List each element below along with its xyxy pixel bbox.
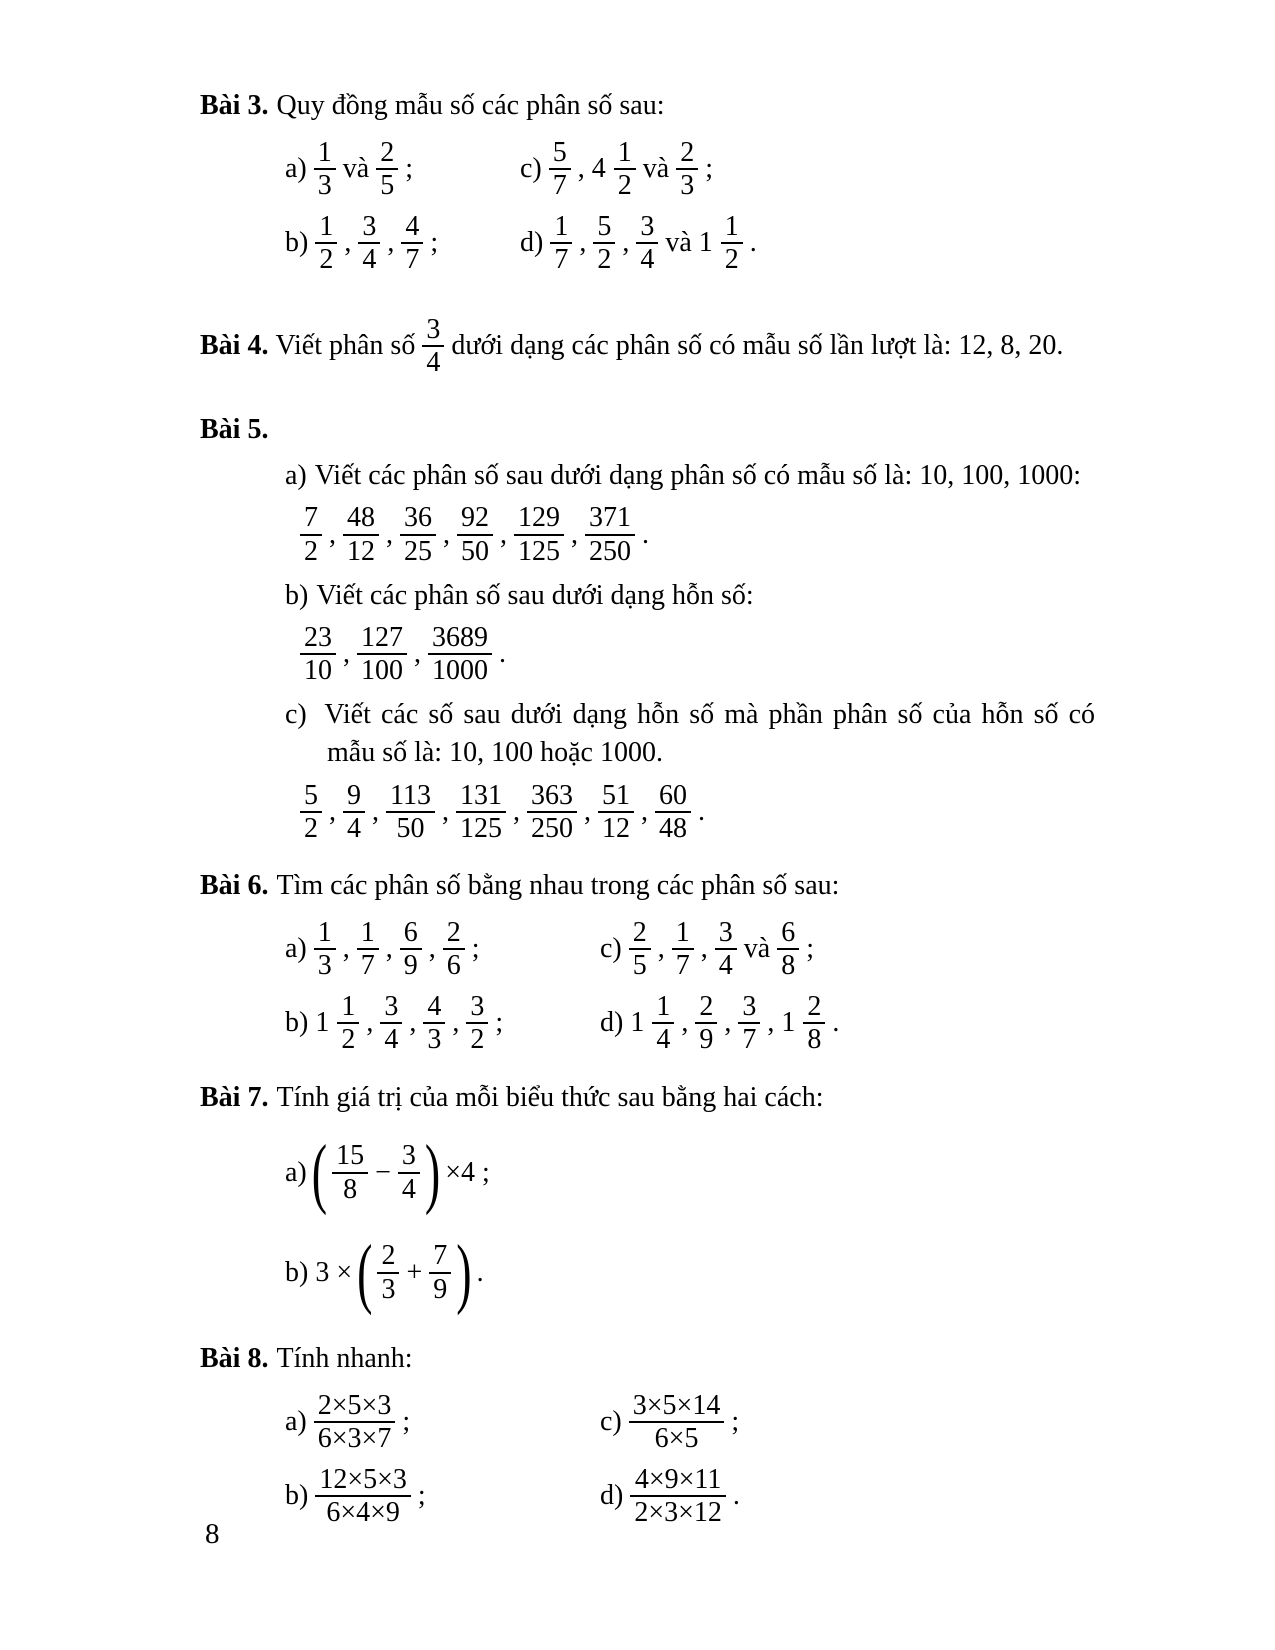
fraction — [315, 211, 337, 276]
fraction — [514, 502, 564, 567]
fraction-denominator: 25 — [400, 534, 436, 567]
fraction-numerator: 1 — [341, 991, 356, 1022]
fraction-numerator: 4 — [405, 211, 420, 243]
fraction — [738, 991, 760, 1056]
math-text: , — [385, 933, 393, 965]
fraction-denominator: 12 — [598, 811, 634, 844]
exercise-6-title: Bài 6. — [200, 869, 269, 901]
fraction-numerator: 2 — [680, 137, 695, 169]
exercise-6-part-a — [285, 917, 600, 982]
fraction-denominator: 4 — [422, 345, 444, 378]
fraction-numerator: 7 — [433, 1240, 448, 1272]
fraction-numerator: 3×5×14 — [632, 1389, 721, 1421]
fraction-numerator: 2 — [807, 991, 822, 1022]
part-label: d) — [600, 1480, 624, 1512]
fraction-denominator: 100 — [357, 653, 407, 686]
part-label: Bài 4. — [200, 330, 269, 362]
fraction-denominator: 250 — [527, 811, 577, 844]
fraction — [337, 991, 359, 1056]
part-label: b) — [285, 1480, 309, 1512]
fraction-numerator: 15 — [336, 1140, 365, 1172]
fraction-numerator: 48 — [347, 502, 375, 534]
big-parenthesis: ) — [456, 1228, 472, 1316]
fraction-numerator: 1 — [656, 991, 671, 1022]
exercise-8-part-c — [600, 1390, 739, 1455]
exercise-8-intro: Tính nhanh: — [276, 1342, 413, 1374]
exercise-5-part-b-text — [285, 577, 1220, 615]
math-text: , — [428, 933, 436, 965]
math-text: 3 × — [315, 1256, 353, 1288]
fraction — [456, 780, 506, 845]
fraction — [429, 1240, 451, 1305]
fraction-numerator: 60 — [658, 779, 687, 811]
fraction-numerator: 6 — [781, 917, 796, 948]
fraction — [400, 917, 422, 982]
fraction-denominator: 4 — [398, 1172, 420, 1205]
fraction-numerator: 3 — [426, 314, 441, 346]
math-text: ; — [806, 933, 814, 965]
exercise-3-part-c — [520, 137, 713, 202]
fraction — [652, 991, 674, 1056]
exercise-3-row-1 — [285, 132, 1220, 206]
fraction-denominator: 2×3×12 — [630, 1495, 726, 1528]
exercise-5-part-b-fractions — [300, 618, 1220, 690]
math-text: , — [342, 933, 350, 965]
fraction-denominator: 2 — [614, 168, 636, 201]
fraction-denominator: 2 — [466, 1022, 488, 1055]
exercise-6 — [200, 868, 1220, 1060]
fraction-denominator: 12 — [343, 534, 379, 567]
exercise-7 — [200, 1080, 1220, 1320]
fraction — [598, 780, 634, 845]
fraction — [549, 137, 571, 202]
fraction-denominator: 6×5 — [629, 1421, 725, 1454]
exercise-4-heading — [200, 300, 1220, 392]
exercise-8-part-a — [285, 1390, 600, 1455]
fraction-denominator: 125 — [514, 534, 564, 567]
fraction-denominator: 3 — [314, 948, 336, 981]
exercise-3-intro: Quy đồng mẫu số các phân số sau: — [276, 90, 665, 121]
exercise-3-part-d — [520, 211, 757, 276]
fraction-denominator: 3 — [377, 1272, 399, 1305]
math-text: , — [500, 518, 507, 550]
fraction-denominator: 48 — [655, 811, 691, 844]
exercise-6-part-d — [600, 991, 839, 1056]
fraction-denominator: 4 — [380, 1022, 402, 1055]
math-text: , — [583, 795, 591, 827]
exercise-7-title: Bài 7. — [200, 1082, 269, 1114]
math-text: , — [577, 153, 585, 185]
fraction-denominator: 8 — [332, 1172, 368, 1205]
fraction-numerator: 3689 — [432, 622, 488, 654]
math-text: + — [406, 1256, 423, 1288]
math-text: , — [452, 1007, 460, 1039]
fraction-numerator: 5 — [552, 137, 567, 169]
fraction-numerator: 131 — [459, 779, 502, 811]
fraction-denominator: 9 — [695, 1022, 717, 1055]
fraction — [357, 917, 379, 982]
fraction-denominator: 7 — [549, 168, 571, 201]
fraction — [527, 780, 577, 845]
fraction-numerator: 3 — [384, 991, 399, 1022]
exercise-5 — [200, 412, 1220, 848]
math-text: , — [700, 933, 708, 965]
fraction — [398, 1140, 420, 1205]
part-label: a) — [285, 153, 307, 185]
math-text: , — [344, 227, 352, 259]
exercise-7-part-b — [285, 1225, 1220, 1321]
fraction-numerator: 2 — [699, 991, 714, 1022]
exercise-5-part-c-fractions — [300, 776, 1220, 848]
math-text: . — [732, 1480, 740, 1512]
fraction-denominator: 8 — [803, 1022, 825, 1055]
fraction-numerator: 51 — [601, 779, 630, 811]
fraction-numerator: 5 — [597, 211, 612, 243]
fraction-numerator: 1 — [360, 917, 375, 948]
fraction-numerator: 1 — [675, 917, 690, 948]
exercise-7-intro: Tính giá trị của mỗi biểu thức sau bằng hai cách: — [276, 1082, 824, 1114]
math-text: , — [579, 227, 587, 259]
fraction — [428, 622, 492, 687]
fraction-numerator: 4 — [427, 991, 442, 1022]
math-text: , — [366, 1007, 374, 1039]
page-number: 8 — [205, 1518, 220, 1550]
fraction-numerator: 2 — [380, 137, 395, 169]
fraction — [655, 780, 691, 845]
fraction — [380, 991, 402, 1056]
part-label: b) — [285, 579, 309, 611]
fraction — [386, 780, 435, 845]
fraction-numerator: 371 — [589, 502, 631, 534]
mixed-number-whole: 1 — [698, 227, 713, 259]
fraction-denominator: 4 — [358, 242, 380, 275]
fraction-numerator: 1 — [317, 917, 332, 948]
math-text: , — [329, 795, 336, 827]
fraction — [357, 622, 407, 687]
fraction-denominator: 2 — [300, 811, 322, 844]
fraction-numerator: 23 — [304, 622, 332, 654]
math-text: , — [512, 795, 520, 827]
part-label: a) — [285, 459, 307, 491]
fraction-denominator: 2 — [337, 1022, 359, 1055]
fraction-numerator: 3 — [362, 211, 377, 243]
math-text: , — [622, 227, 630, 259]
fraction — [377, 1240, 399, 1305]
fraction-numerator: 129 — [518, 502, 560, 534]
fraction-numerator: 1 — [724, 211, 739, 243]
fraction-denominator: 6×4×9 — [315, 1495, 411, 1528]
exercise-3-row-2 — [285, 206, 1220, 280]
fraction-denominator: 10 — [300, 653, 336, 686]
exercise-6-row-2 — [285, 986, 1220, 1060]
exercise-8-heading — [200, 1341, 1220, 1377]
math-text: , — [657, 933, 665, 965]
math-text: , — [681, 1007, 689, 1039]
exercise-6-heading — [200, 868, 1220, 904]
fraction-numerator: 127 — [361, 622, 403, 654]
exercise-7-part-a — [285, 1125, 1220, 1221]
part-text: Viết các số sau dưới dạng hỗn số mà phần phân số của hỗn số có mẫu số là: 10, 100 hoặc 1000. — [324, 699, 1095, 769]
part-label: c) — [600, 933, 622, 965]
fraction-denominator: 4 — [636, 242, 658, 275]
exercise-5-heading — [200, 412, 1220, 448]
fraction-numerator: 2 — [381, 1240, 396, 1272]
math-text: và — [342, 153, 370, 185]
fraction-denominator: 3 — [314, 168, 336, 201]
math-text: . — [697, 795, 705, 827]
part-label: d) — [600, 1007, 624, 1039]
part-label: a) — [285, 933, 307, 965]
fraction-numerator: 3 — [640, 211, 655, 243]
fraction-denominator: 5 — [376, 168, 398, 201]
fraction — [343, 780, 365, 845]
fraction — [423, 991, 445, 1056]
math-text: , — [724, 1007, 732, 1039]
fraction-numerator: 1 — [317, 137, 332, 169]
part-label: c) — [285, 699, 307, 731]
part-label: b) — [285, 227, 309, 259]
math-text: , — [767, 1007, 775, 1039]
exercise-5-part-a-text — [285, 457, 1220, 495]
fraction — [300, 502, 322, 567]
part-label: b) — [285, 1256, 309, 1288]
part-label: c) — [520, 153, 542, 185]
mixed-number-whole: 1 — [781, 1007, 796, 1039]
fraction — [715, 917, 737, 982]
fraction-numerator: 1 — [554, 211, 569, 243]
fraction — [400, 502, 436, 567]
fraction-numerator: 2×5×3 — [317, 1389, 392, 1421]
fraction-denominator: 5 — [629, 948, 651, 981]
part-text: Viết các phân số sau dưới dạng hỗn số: — [316, 579, 754, 611]
fraction-denominator: 4 — [652, 1022, 674, 1055]
fraction-denominator: 50 — [457, 534, 493, 567]
exercise-8 — [200, 1341, 1220, 1533]
math-text: Viết phân số — [275, 330, 416, 362]
fraction-denominator: 6 — [443, 948, 465, 981]
math-text: ; — [405, 153, 413, 185]
fraction-denominator: 6×3×7 — [314, 1421, 396, 1454]
fraction — [593, 211, 615, 276]
fraction-numerator: 9 — [347, 779, 361, 811]
mixed-number-whole: 1 — [630, 1007, 645, 1039]
math-text: dưới dạng các phân số có mẫu số lần lượt là: 12, 8, 20. — [451, 330, 1064, 362]
fraction-numerator: 1 — [617, 137, 632, 169]
math-text: ; — [402, 1406, 411, 1438]
math-text: , — [372, 795, 379, 827]
part-label: a) — [285, 1156, 307, 1188]
fraction-numerator: 2 — [632, 917, 647, 948]
fraction-numerator: 36 — [404, 502, 432, 534]
math-text: ; — [471, 933, 480, 965]
fraction-denominator: 4 — [715, 948, 737, 981]
fraction — [550, 211, 572, 276]
fraction-denominator: 125 — [456, 811, 506, 844]
fraction-denominator: 3 — [676, 168, 698, 201]
part-label: a) — [285, 1406, 307, 1438]
fraction-denominator: 2 — [721, 242, 743, 275]
exercise-5-title: Bài 5. — [200, 414, 269, 446]
fraction — [401, 211, 423, 276]
fraction-denominator: 8 — [777, 948, 799, 981]
math-text: ; — [482, 1156, 490, 1188]
big-parenthesis: ( — [311, 1128, 328, 1216]
exercise-8-part-b — [285, 1464, 600, 1529]
math-text: . — [832, 1007, 840, 1039]
math-text: , — [441, 795, 449, 827]
fraction — [695, 991, 717, 1056]
mixed-number-whole: 1 — [315, 1007, 330, 1039]
fraction-denominator: 50 — [386, 811, 435, 844]
math-text: ; — [495, 1007, 504, 1039]
big-parenthesis: ( — [357, 1228, 373, 1316]
math-text: , — [329, 518, 336, 550]
math-text: và — [642, 153, 670, 185]
fraction — [314, 917, 336, 982]
fraction — [721, 211, 743, 276]
fraction — [300, 622, 336, 687]
exercise-3-heading — [200, 88, 1220, 124]
part-label: d) — [520, 227, 544, 259]
fraction — [629, 1390, 725, 1455]
fraction — [343, 502, 379, 567]
fraction — [676, 137, 698, 202]
exercise-6-part-c — [600, 917, 814, 982]
math-text: . — [642, 518, 649, 550]
exercise-8-row-2 — [285, 1459, 1220, 1533]
fraction-denominator: 9 — [429, 1272, 451, 1305]
math-text: ; — [417, 1480, 426, 1512]
fraction — [314, 137, 336, 202]
fraction-numerator: 3 — [742, 991, 757, 1022]
fraction — [636, 211, 658, 276]
exercise-4 — [200, 300, 1220, 392]
math-text: , — [443, 518, 450, 550]
fraction-denominator: 7 — [357, 948, 379, 981]
fraction-denominator: 7 — [672, 948, 694, 981]
exercise-6-intro: Tìm các phân số bằng nhau trong các phân số sau: — [276, 869, 840, 901]
fraction-denominator: 2 — [300, 534, 322, 567]
fraction-numerator: 4×9×11 — [634, 1463, 722, 1495]
math-text: ×4 — [445, 1156, 476, 1188]
fraction — [777, 917, 799, 982]
math-text: , — [640, 795, 648, 827]
fraction-numerator: 113 — [390, 779, 431, 811]
math-text: . — [499, 638, 506, 670]
exercise-8-title: Bài 8. — [200, 1342, 269, 1374]
fraction-numerator: 92 — [461, 502, 489, 534]
exercise-3-part-b — [285, 211, 520, 276]
math-text: , — [409, 1007, 417, 1039]
fraction-numerator: 5 — [304, 779, 318, 811]
exercise-8-part-d — [600, 1464, 740, 1529]
fraction-denominator: 2 — [315, 242, 337, 275]
fraction — [376, 137, 398, 202]
math-text: và — [743, 933, 771, 965]
fraction-numerator: 12×5×3 — [319, 1463, 407, 1495]
math-text: , — [386, 518, 393, 550]
math-text: , — [387, 227, 395, 259]
fraction — [803, 991, 825, 1056]
math-text: − — [375, 1156, 391, 1188]
fraction-denominator: 3 — [423, 1022, 445, 1055]
math-text: . — [749, 227, 757, 259]
math-text: . — [476, 1256, 484, 1288]
big-parenthesis: ) — [424, 1128, 441, 1216]
fraction-numerator: 2 — [446, 917, 461, 948]
math-text: , — [414, 638, 421, 670]
fraction-denominator: 7 — [550, 242, 572, 275]
fraction-numerator: 1 — [319, 211, 334, 243]
fraction-denominator: 4 — [343, 811, 365, 844]
math-text: , — [571, 518, 578, 550]
exercise-6-row-1 — [285, 912, 1220, 986]
exercise-5-part-a-fractions — [300, 499, 1220, 571]
fraction-denominator: 1000 — [428, 653, 492, 686]
math-text: và — [665, 227, 692, 259]
fraction — [422, 314, 444, 379]
fraction — [457, 502, 493, 567]
fraction — [443, 917, 465, 982]
fraction-denominator: 7 — [738, 1022, 760, 1055]
part-text: Viết các phân số sau dưới dạng phân số có mẫu số là: 10, 100, 1000: — [314, 459, 1082, 491]
fraction-denominator: 2 — [593, 242, 615, 275]
fraction — [585, 502, 635, 567]
fraction-denominator: 7 — [401, 242, 423, 275]
fraction-numerator: 7 — [304, 502, 318, 534]
exercise-5-part-c-text — [285, 696, 1095, 772]
fraction-numerator: 6 — [403, 917, 418, 948]
exercise-6-part-b — [285, 991, 600, 1056]
fraction-numerator: 3 — [718, 917, 733, 948]
fraction — [672, 917, 694, 982]
fraction — [314, 1390, 396, 1455]
mixed-number-whole: 4 — [591, 153, 606, 185]
fraction — [614, 137, 636, 202]
math-text: ; — [705, 153, 713, 185]
math-text: , — [343, 638, 350, 670]
fraction-denominator: 250 — [585, 534, 635, 567]
fraction-numerator: 363 — [530, 779, 573, 811]
part-label: b) — [285, 1007, 309, 1039]
exercise-7-heading — [200, 1080, 1220, 1116]
part-label: c) — [600, 1406, 622, 1438]
fraction-numerator: 3 — [401, 1140, 416, 1172]
fraction — [300, 780, 322, 845]
fraction-denominator: 9 — [400, 948, 422, 981]
math-text: ; — [731, 1406, 740, 1438]
math-text: ; — [430, 227, 439, 259]
exercise-3-part-a — [285, 137, 520, 202]
fraction — [629, 917, 651, 982]
fraction — [332, 1140, 368, 1205]
fraction — [358, 211, 380, 276]
fraction — [630, 1464, 726, 1529]
fraction-numerator: 3 — [470, 991, 485, 1022]
exercise-8-row-1 — [285, 1385, 1220, 1459]
fraction — [466, 991, 488, 1056]
exercise-3 — [200, 88, 1220, 280]
exercise-3-title: Bài 3. — [200, 90, 269, 121]
fraction — [315, 1464, 411, 1529]
